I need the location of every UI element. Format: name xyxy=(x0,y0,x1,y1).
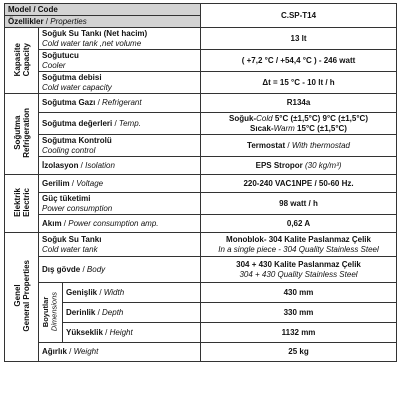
general-category: Genel General Properties xyxy=(5,233,39,362)
cooling-control-value: Termostat / With thermostad xyxy=(201,135,397,157)
weight-value: 25 kg xyxy=(201,343,397,362)
insulation-label: İzolasyon / Isolation xyxy=(39,157,201,175)
cooler-label: Soğutucu Cooler xyxy=(39,50,201,72)
model-code-label: Model / Code xyxy=(5,4,201,16)
properties-label: Özellikler / Properties xyxy=(5,16,201,28)
electric-category: Elektrik Electric xyxy=(5,175,39,233)
spec-table xyxy=(4,3,397,362)
current-value: 0,62 A xyxy=(201,215,397,233)
refrigerant-label: Soğutma Gazı / Refrigerant xyxy=(39,94,201,113)
current-label: Akım / Power consumption amp. xyxy=(39,215,201,233)
depth-value: 330 mm xyxy=(201,303,397,323)
cooling-values-value: Soğuk-Cold 5°C (±1,5°C) 9°C (±1,5°C) Sıcak-Warm 15°C (±1,5°C) xyxy=(201,113,397,135)
height-label: Yükseklik / Height xyxy=(63,323,201,343)
capacity-category: Kapasite Capacity xyxy=(5,28,39,94)
height-value: 1132 mm xyxy=(201,323,397,343)
power-consumption-value: 98 watt / h xyxy=(201,193,397,215)
width-label: Genişlik / Width xyxy=(63,283,201,303)
width-value: 430 mm xyxy=(201,283,397,303)
cold-water-capacity-label: Soğutma debisi Cold water capacity xyxy=(39,72,201,94)
body-value: 304 + 430 Kalite Paslanmaz Çelik 304 + 430 Quality Stainless Steel xyxy=(201,257,397,283)
tank-material-label: Soğuk Su Tankı Cold water tank xyxy=(39,233,201,257)
cooler-value: ( +7,2 °C / +54,4 °C ) - 246 watt xyxy=(201,50,397,72)
depth-label: Derinlik / Depth xyxy=(63,303,201,323)
voltage-value: 220-240 VAC1NPE / 50-60 Hz. xyxy=(201,175,397,193)
cold-tank-label: Soğuk Su Tankı (Net hacim) Cold water tank ,net volume xyxy=(39,28,201,50)
body-label: Dış gövde / Body xyxy=(39,257,201,283)
refrigeration-category: Soğutma Refrigeration xyxy=(5,94,39,175)
tank-material-value: Monoblok- 304 Kalite Paslanmaz Çelik In a single piece - 304 Quality Stainless Steel xyxy=(201,233,397,257)
power-consumption-label: Güç tüketimi Power consumption xyxy=(39,193,201,215)
cold-water-capacity-value: Δt = 15 °C - 10 lt / h xyxy=(201,72,397,94)
voltage-label: Gerilim / Voltage xyxy=(39,175,201,193)
cold-tank-value: 13 lt xyxy=(201,28,397,50)
weight-label: Ağırlık / Weight xyxy=(39,343,201,362)
cooling-values-label: Soğutma değerleri / Temp. xyxy=(39,113,201,135)
model-value: C.SP-T14 xyxy=(201,4,397,28)
dimensions-category: Boyutlar Dimensions xyxy=(39,283,63,343)
cooling-control-label: Soğutma Kontrolü Cooling control xyxy=(39,135,201,157)
refrigerant-value: R134a xyxy=(201,94,397,113)
insulation-value: EPS Stropor (30 kg/m³) xyxy=(201,157,397,175)
